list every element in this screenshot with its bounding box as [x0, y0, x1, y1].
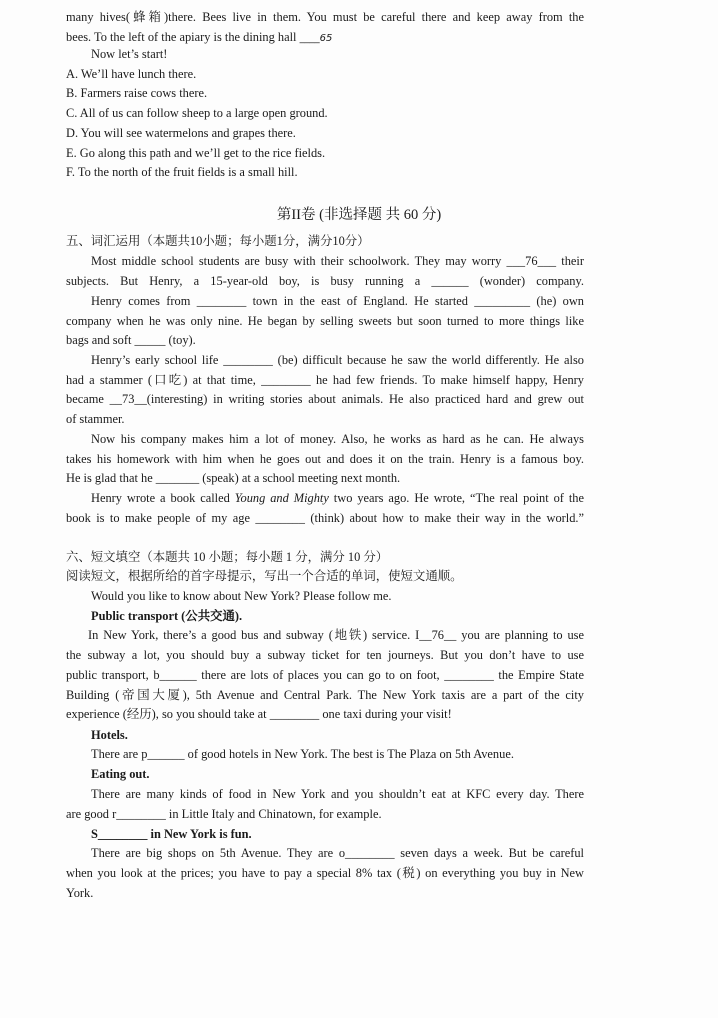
s6-line: There are p______ of good hotels in New York. The best is The Plaza on 5th Avenue. [91, 747, 514, 761]
section5-heading: 五、词汇运用（本题共10小题；每小题1分，满分10分） [66, 234, 370, 248]
s5-line: book is to make people of my age ________ (think) about how to make their way in the world.” [66, 511, 584, 525]
s6-line: Building (帝国大厦), 5th Avenue and Central Park. The New York taxis are a part of the city [66, 688, 584, 702]
s5-line: subjects. But Henry, a 15-year-old boy, is busy running a ______ (wonder) company. [66, 274, 584, 288]
s5-line: company when he was only nine. He began by selling sweets but soon turned to more things like [66, 314, 584, 328]
s5-line: Now his company makes him a lot of money. Also, he works as hard as he can. He always [91, 432, 584, 446]
reading-line-3: Now let’s start! [91, 47, 168, 61]
option-b: B. Farmers raise cows there. [66, 86, 208, 100]
s6-caption-transport: Public transport (公共交通). [91, 609, 243, 623]
s6-line: are good r________ in Little Italy and Chinatown, for example. [66, 807, 382, 821]
reading-line-2 [66, 29, 332, 47]
section6-instruction: 阅读短文，根据所给的首字母提示，写出一个合适的单词，使短文通顺。 [66, 569, 463, 583]
option-d: D. You will see watermelons and grapes there. [66, 126, 296, 140]
reading-line-1: many hives(蜂箱)there. Bees live in them. You must be careful there and keep away from the [66, 10, 584, 24]
s6-caption-eating: Eating out. [91, 767, 150, 781]
s5-line: had a stammer (口吃) at that time, ________ he had few friends. To make himself happy, Henry [66, 373, 584, 387]
s5-line: of stammer. [66, 412, 125, 426]
s5-line: became __73__(interesting) in writing stories about animals. He also practiced hard and grew out [66, 392, 584, 406]
s5-book-post: two years ago. He wrote, “The real point of the [328, 491, 584, 505]
s6-line: There are big shops on 5th Avenue. They are o________ seven days a week. But be careful [91, 846, 584, 860]
option-a: A. We’ll have lunch there. [66, 67, 197, 81]
s5-line: Most middle school students are busy with their schoolwork. They may worry ___76___ their [91, 254, 584, 268]
s5-book-pre: Henry wrote a book called [91, 491, 235, 505]
s6-line: There are many kinds of food in New York and you shouldn’t eat at KFC every day. There [91, 787, 584, 801]
s6-line: York. [66, 886, 94, 900]
s5-line: bags and soft _____ (toy). [66, 333, 196, 347]
s6-intro: Would you like to know about New York? Please follow me. [91, 589, 392, 603]
s6-caption-shopping: S________ in New York is fun. [91, 827, 252, 841]
s5-line: takes his homework with him when he goes out and does it on the train. Henry is a famous boy. [66, 452, 584, 466]
option-c: C. All of us can follow sheep to a large open ground. [66, 106, 328, 120]
s5-line: Henry comes from ________ town in the east of England. He started _________ (he) own [91, 294, 584, 308]
section6-heading: 六、短文填空（本题共 10 小题；每小题 1 分，满分 10 分） [66, 550, 389, 564]
answer-blank-65: ____65 [299, 33, 333, 44]
s5-line: Henry’s early school life ________ (be) difficult because he saw the world differently. He also [91, 353, 584, 367]
s5-line: He is glad that he _______ (speak) at a school meeting next month. [66, 471, 401, 485]
s6-line: experience (经历), so you should take at ________ one taxi during your visit! [66, 707, 452, 721]
s6-line: In New York, there’s a good bus and subway (地铁) service. I__76__ you are planning to use [88, 628, 584, 642]
s6-caption-hotels: Hotels. [91, 728, 128, 742]
option-e: E. Go along this path and we’ll get to the rice fields. [66, 146, 326, 160]
s6-line: public transport, b______ there are lots of places you can go to on foot, ________ the Empire State [66, 668, 584, 682]
option-f: F. To the north of the fruit fields is a small hill. [66, 165, 298, 179]
book-title: Young and Mighty [234, 491, 329, 505]
s6-line: when you look at the prices; you have to pay a special 8% tax (税) on everything you buy in New [66, 866, 584, 880]
part2-title: 第II卷 (非选择题 共 60 分) [276, 207, 442, 223]
s5-line-book [91, 490, 584, 506]
s6-line: the subway a lot, you should buy a subway ticket for ten journeys. But you don’t have to use [66, 648, 584, 662]
reading-line-2-text: bees. To the left of the apiary is the dining hall [66, 30, 300, 44]
